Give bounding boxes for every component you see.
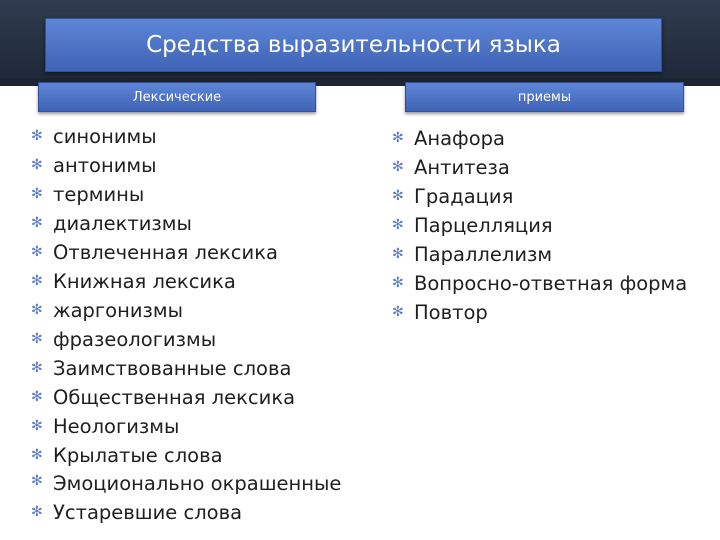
list-item-text: жаргонизмы [53,299,183,322]
asterisk-bullet-icon: ✻ [31,302,43,318]
asterisk-bullet-icon: ✻ [31,273,43,289]
asterisk-bullet-icon: ✻ [392,130,404,146]
list-item-text: Крылатые слова [53,444,223,467]
list-item [392,153,712,182]
list-item-text: Неологизмы [53,415,180,438]
asterisk-bullet-icon: ✻ [31,157,43,173]
list-item [31,122,361,151]
list-item-text: фразеологизмы [53,328,217,351]
list-item-text: синонимы [53,125,157,148]
list-item-text: Книжная лексика [53,270,236,293]
asterisk-bullet-icon: ✻ [392,304,404,320]
list-item [31,209,361,238]
asterisk-bullet-icon: ✻ [392,217,404,233]
header-lexical: Лексические [38,82,316,112]
list-item [392,240,712,269]
asterisk-bullet-icon: ✻ [31,418,43,434]
list-item [392,124,712,153]
list-item [31,180,361,209]
list-item-text: Парцелляция [414,214,553,237]
list-item [31,498,361,527]
list-item [31,354,361,383]
asterisk-bullet-icon: ✻ [31,331,43,347]
list-item-text: Отвлеченная лексика [53,241,278,264]
list-item [31,325,361,354]
list-item [31,267,361,296]
asterisk-bullet-icon: ✻ [31,186,43,202]
list-item-text: Антитеза [414,156,510,179]
list-item-text: Повтор [414,301,488,324]
list-item-text: диалектизмы [53,212,192,235]
list-item-text: Анафора [414,127,505,150]
list-item-text: Вопросно-ответная форма [414,272,688,295]
list-item [31,383,361,412]
list-item [31,441,361,470]
list-item-text: Параллелизм [414,243,553,266]
list-item-text: Градация [414,185,514,208]
asterisk-bullet-icon: ✻ [31,447,43,463]
lexical-list [31,122,361,527]
list-item [31,296,361,325]
asterisk-bullet-icon: ✻ [392,159,404,175]
asterisk-bullet-icon: ✻ [392,275,404,291]
asterisk-bullet-icon: ✻ [392,246,404,262]
slide-title: Средства выразительности языка [45,18,662,72]
list-item [392,211,712,240]
asterisk-bullet-icon: ✻ [31,473,43,489]
list-item [31,238,361,267]
asterisk-bullet-icon: ✻ [31,128,43,144]
list-item-text: Общественная лексика [53,386,296,409]
asterisk-bullet-icon: ✻ [31,360,43,376]
asterisk-bullet-icon: ✻ [31,215,43,231]
asterisk-bullet-icon: ✻ [31,244,43,260]
list-item [31,151,361,180]
list-item [392,182,712,211]
header-devices: приемы [405,82,684,112]
list-item [31,412,361,441]
asterisk-bullet-icon: ✻ [31,504,43,520]
list-item-text: антонимы [53,154,157,177]
list-item [31,470,361,498]
asterisk-bullet-icon: ✻ [392,188,404,204]
devices-list [392,124,712,327]
list-item-text: Заимствованные слова [53,357,292,380]
list-item [392,298,712,327]
list-item-text: Эмоционально окрашенные [53,472,342,495]
list-item-text: Устаревшие слова [53,501,243,524]
asterisk-bullet-icon: ✻ [31,389,43,405]
list-item-text: термины [53,183,145,206]
list-item [392,269,712,298]
